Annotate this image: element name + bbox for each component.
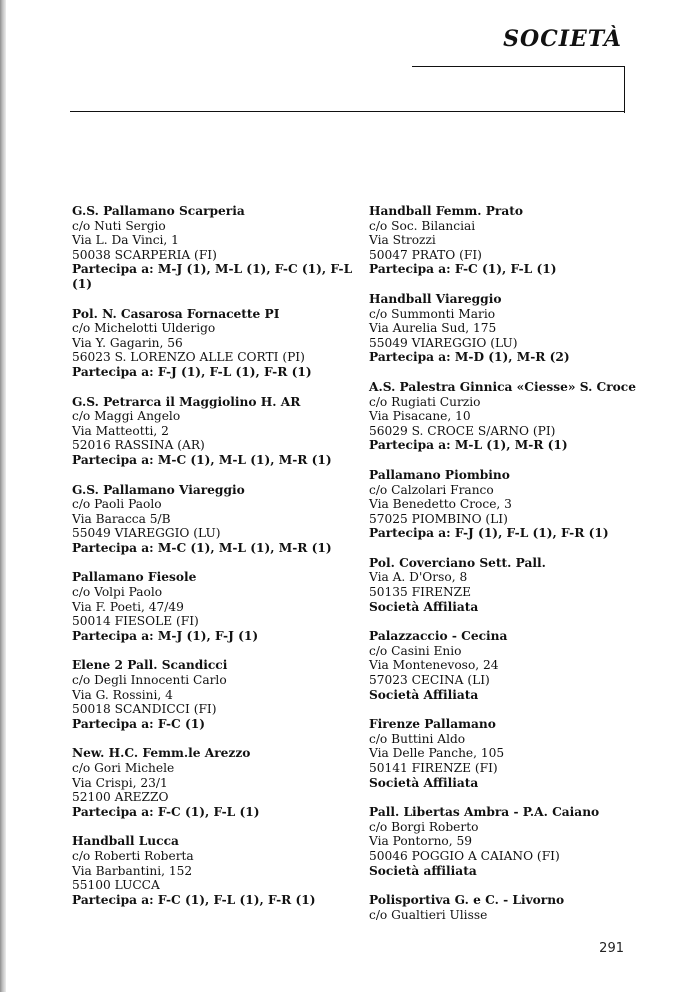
address-line: c/o Volpi Paolo bbox=[72, 585, 163, 600]
participation-line: Partecipa a: F-C (1), F-L (1) bbox=[369, 262, 557, 277]
address-line: 50135 FIRENZE bbox=[369, 585, 472, 600]
address-line: 50014 FIESOLE (FI) bbox=[72, 614, 199, 629]
society-entry bbox=[369, 292, 659, 365]
address-line: 57025 PIOMBINO (LI) bbox=[369, 511, 508, 526]
participation-line: Partecipa a: F-J (1), F-L (1), F-R (1) bbox=[72, 364, 312, 379]
address-line: 50018 SCANDICCI (FI) bbox=[72, 702, 217, 717]
address-line: 55049 VIAREGGIO (LU) bbox=[369, 335, 518, 350]
participation-line: Partecipa a: M-D (1), M-R (2) bbox=[369, 350, 570, 365]
address-line: Via A. D'Orso, 8 bbox=[369, 570, 468, 585]
participation-line: Partecipa a: M-L (1), M-R (1) bbox=[369, 438, 568, 453]
participation-line: Partecipa a: M-J (1), F-J (1) bbox=[72, 628, 259, 643]
address-line: Via Pisacane, 10 bbox=[369, 409, 471, 424]
address-line: Via Barbantini, 152 bbox=[72, 863, 193, 878]
address-line: c/o Gualtieri Ulisse bbox=[369, 907, 488, 922]
society-entry bbox=[369, 717, 659, 790]
address-line: Via Y. Gagarin, 56 bbox=[72, 335, 183, 350]
address-line: c/o Calzolari Franco bbox=[369, 482, 494, 497]
society-entry bbox=[369, 204, 659, 277]
society-name: A.S. Palestra Ginnica «Ciesse» S. Croce bbox=[369, 379, 636, 394]
society-entry bbox=[72, 204, 362, 292]
society-entry bbox=[369, 893, 659, 922]
address-line: c/o Michelotti Ulderigo bbox=[72, 321, 216, 336]
address-line: c/o Buttini Aldo bbox=[369, 731, 466, 746]
society-entry bbox=[369, 380, 659, 453]
address-line: 50038 SCARPERIA (FI) bbox=[72, 247, 217, 262]
society-entry bbox=[72, 658, 362, 731]
participation-line: Società Affiliata bbox=[369, 599, 479, 614]
address-line: 57023 CECINA (LI) bbox=[369, 673, 490, 688]
page-number: 291 bbox=[599, 941, 624, 956]
address-line: c/o Casini Enio bbox=[369, 643, 462, 658]
society-name: G.S. Petrarca il Maggiolino H. AR bbox=[72, 394, 301, 409]
participation-line: Società Affiliata bbox=[369, 687, 479, 702]
address-line: c/o Borgi Roberto bbox=[369, 819, 479, 834]
participation-line: Partecipa a: M-C (1), M-L (1), M-R (1) bbox=[72, 540, 332, 555]
address-line: Via Montenevoso, 24 bbox=[369, 658, 499, 673]
address-line: 56023 S. LORENZO ALLE CORTI (PI) bbox=[72, 350, 305, 365]
participation-line: Partecipa a: M-J (1), M-L (1), F-C (1), F-L (1) bbox=[72, 262, 353, 291]
address-line: c/o Rugiati Curzio bbox=[369, 394, 481, 409]
society-name: Pol. N. Casarosa Fornacette PI bbox=[72, 306, 280, 321]
address-line: c/o Degli Innocenti Carlo bbox=[72, 673, 227, 688]
address-line: 52100 AREZZO bbox=[72, 790, 169, 805]
society-entry bbox=[369, 629, 659, 702]
address-line: Via F. Poeti, 47/49 bbox=[72, 599, 184, 614]
society-name: Elene 2 Pall. Scandicci bbox=[72, 658, 228, 673]
society-name: Pall. Libertas Ambra - P.A. Caiano bbox=[369, 805, 600, 820]
address-line: Via Strozzi bbox=[369, 233, 436, 248]
address-line: c/o Soc. Bilanciai bbox=[369, 218, 476, 233]
address-line: 55100 LUCCA bbox=[72, 878, 160, 893]
address-line: Via Pontorno, 59 bbox=[369, 834, 473, 849]
address-line: Via Aurelia Sud, 175 bbox=[369, 321, 497, 336]
participation-line: Partecipa a: F-C (1) bbox=[72, 716, 206, 731]
address-line: Via Matteotti, 2 bbox=[72, 423, 169, 438]
society-name: Pallamano Fiesole bbox=[72, 570, 197, 585]
header-rule bbox=[70, 111, 624, 112]
address-line: 50046 POGGIO A CAIANO (FI) bbox=[369, 848, 560, 863]
society-name: Handball Viareggio bbox=[369, 291, 502, 306]
society-name: New. H.C. Femm.le Arezzo bbox=[72, 746, 251, 761]
participation-line: Partecipa a: M-C (1), M-L (1), M-R (1) bbox=[72, 452, 332, 467]
society-name: Handball Lucca bbox=[72, 834, 179, 849]
society-entry bbox=[72, 834, 362, 907]
society-name: Palazzaccio - Cecina bbox=[369, 629, 508, 644]
participation-line: Partecipa a: F-C (1), F-L (1) bbox=[72, 804, 260, 819]
society-name: Pallamano Piombino bbox=[369, 467, 510, 482]
participation-line: Società affiliata bbox=[369, 863, 477, 878]
society-entry bbox=[369, 556, 659, 614]
page-binding-edge bbox=[0, 0, 6, 992]
address-line: c/o Gori Michele bbox=[72, 761, 175, 775]
society-name: G.S. Pallamano Scarperia bbox=[72, 204, 245, 218]
society-entry bbox=[369, 468, 659, 541]
address-line: Via G. Rossini, 4 bbox=[72, 687, 173, 702]
address-line: c/o Summonti Mario bbox=[369, 306, 496, 321]
address-line: Via L. Da Vinci, 1 bbox=[72, 233, 179, 248]
address-line: c/o Nuti Sergio bbox=[72, 218, 166, 233]
address-line: Via Baracca 5/B bbox=[72, 511, 171, 526]
society-entry bbox=[72, 307, 362, 380]
society-entry bbox=[72, 570, 362, 643]
right-column bbox=[369, 204, 659, 937]
society-name: Polisportiva G. e C. - Livorno bbox=[369, 893, 565, 908]
society-name: Firenze Pallamano bbox=[369, 717, 496, 732]
address-line: c/o Maggi Angelo bbox=[72, 409, 181, 424]
address-line: Via Delle Panche, 105 bbox=[369, 746, 505, 761]
address-line: Via Crispi, 23/1 bbox=[72, 775, 168, 790]
header-frame bbox=[412, 66, 625, 113]
participation-line: Partecipa a: F-C (1), F-L (1), F-R (1) bbox=[72, 892, 316, 907]
address-line: 52016 RASSINA (AR) bbox=[72, 438, 205, 453]
address-line: c/o Paoli Paolo bbox=[72, 497, 162, 512]
society-entry bbox=[72, 483, 362, 556]
address-line: 50141 FIRENZE (FI) bbox=[369, 761, 498, 775]
society-entry bbox=[369, 805, 659, 878]
society-entry bbox=[72, 395, 362, 468]
address-line: 56029 S. CROCE S/ARNO (PI) bbox=[369, 423, 556, 438]
address-line: c/o Roberti Roberta bbox=[72, 848, 194, 863]
participation-line: Partecipa a: F-J (1), F-L (1), F-R (1) bbox=[369, 526, 609, 541]
address-line: 50047 PRATO (FI) bbox=[369, 247, 482, 262]
address-line: 55049 VIAREGGIO (LU) bbox=[72, 526, 221, 541]
society-name: G.S. Pallamano Viareggio bbox=[72, 482, 245, 497]
society-name: Handball Femm. Prato bbox=[369, 204, 523, 218]
address-line: Via Benedetto Croce, 3 bbox=[369, 497, 512, 512]
society-entry bbox=[72, 746, 362, 819]
section-title: SOCIETÀ bbox=[503, 26, 622, 52]
left-column bbox=[72, 204, 362, 922]
society-name: Pol. Coverciano Sett. Pall. bbox=[369, 555, 546, 570]
participation-line: Società Affiliata bbox=[369, 775, 479, 790]
